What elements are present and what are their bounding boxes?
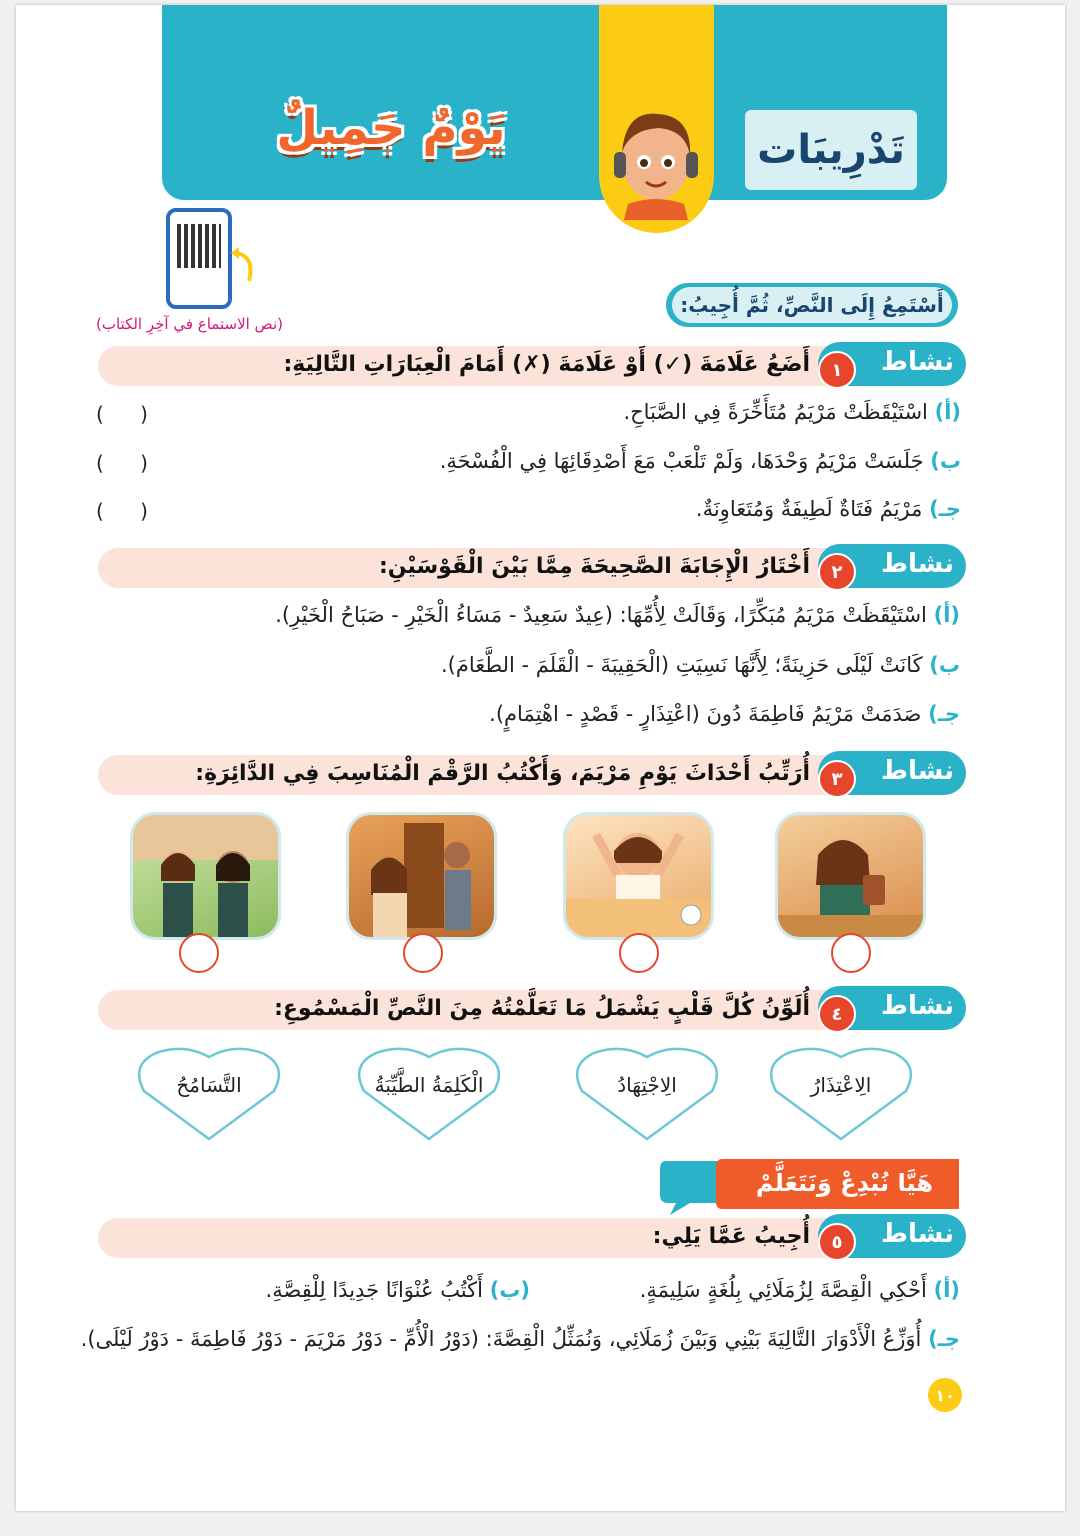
item-mark: ب bbox=[939, 449, 961, 473]
activity-1-item-b: ب) جَلَسَتْ مَرْيَمُ وَحْدَهَا، وَلَمْ تَلْعَبْ مَعَ أَصْدِقَائِهَا فِي الْفُسْحَةِ. bbox=[439, 449, 961, 473]
section-title: هَيَّا نُبْدِعْ وَنَتَعَلَّمْ bbox=[755, 1169, 933, 1197]
order-circle[interactable] bbox=[403, 933, 443, 973]
phone-qr-icon bbox=[166, 208, 232, 309]
event-picture-school-friends bbox=[133, 815, 278, 937]
heart-option[interactable] bbox=[572, 1045, 722, 1143]
create-learn-section bbox=[716, 1159, 959, 1209]
order-circle[interactable] bbox=[831, 933, 871, 973]
item-text: أَكْتُبُ عُنْوَانًا جَدِيدًا لِلْقِصَّةِ. bbox=[265, 1278, 483, 1302]
heart-option[interactable] bbox=[354, 1045, 504, 1143]
activity-5-item-a: (أ) أَحْكِي الْقِصَّةَ لِزُمَلَائِي بِلُغَةٍ سَلِيمَةٍ. bbox=[639, 1278, 960, 1302]
activity-label: نشاط bbox=[881, 549, 954, 579]
curved-arrow-icon bbox=[231, 245, 259, 285]
activity-number: ٤ bbox=[818, 995, 856, 1033]
heart-option[interactable] bbox=[134, 1045, 284, 1143]
activity-5-item-b: (ب) أَكْتُبُ عُنْوَانًا جَدِيدًا لِلْقِصَّةِ. bbox=[265, 1278, 530, 1302]
listening-text-note: (نص الاستماع في آخِرِ الكتاب) bbox=[96, 315, 283, 333]
item-mark: جـ bbox=[938, 497, 961, 521]
answer-box[interactable]: ( ) bbox=[96, 499, 148, 523]
lesson-title: يَوْمٌ جَمِيلٌ bbox=[276, 100, 506, 156]
activity-2-item-a: (أ) اسْتَيْقَظَتْ مَرْيَمُ مُبَكِّرًا، وَقَالَتْ لِأُمِّهَا: (عِيدٌ سَعِيدٌ - مَسَاءُ الْخَيْرِ - صَبَاحُ الْخَيْرِ). bbox=[275, 603, 960, 627]
activity-1-header bbox=[98, 346, 960, 386]
answer-box[interactable]: ( ) bbox=[96, 402, 148, 426]
activity-3-header bbox=[98, 755, 960, 795]
activity-2-title: أَخْتَارُ الْإِجَابَةَ الصَّحِيحَةَ مِمَّا بَيْنَ الْقَوْسَيْنِ: bbox=[378, 554, 810, 579]
activity-1-item-c: جـ) مَرْيَمُ فَتَاةٌ لَطِيفَةٌ وَمُتَعَاوِنَةٌ. bbox=[695, 497, 961, 521]
exercises-title: تَدْرِيبَات bbox=[745, 110, 917, 190]
event-picture-waking-up bbox=[566, 815, 711, 937]
heart-label: الْكَلِمَةُ الطَّيِّبَةُ bbox=[374, 1073, 484, 1097]
item-mark: ب bbox=[938, 653, 960, 677]
activity-label: نشاط bbox=[881, 1219, 954, 1249]
item-text: كَانَتْ لَيْلَى حَزِينَةً؛ لِأَنَّهَا نَسِيَتِ (الْحَقِيبَةَ - الْقَلَمَ - الطَّعَامَ). bbox=[441, 653, 923, 677]
item-text: أَحْكِي الْقِصَّةَ لِزُمَلَائِي بِلُغَةٍ سَلِيمَةٍ. bbox=[639, 1278, 927, 1302]
activity-5-title: أُجِيبُ عَمَّا يَلِي: bbox=[652, 1224, 810, 1249]
item-text: اسْتَيْقَظَتْ مَرْيَمُ مُتَأَخِّرَةً فِي الصَّبَاحِ. bbox=[623, 400, 928, 424]
activity-2-header bbox=[98, 548, 960, 588]
boy-mascot-image bbox=[606, 100, 706, 220]
activity-label: نشاط bbox=[881, 756, 954, 786]
item-mark: أ bbox=[944, 400, 952, 424]
page-number: ١٠ bbox=[928, 1378, 962, 1412]
activity-2-item-b: ب) كَانَتْ لَيْلَى حَزِينَةً؛ لِأَنَّهَا نَسِيَتِ (الْحَقِيبَةَ - الْقَلَمَ - الطَّعَامَ). bbox=[441, 653, 960, 677]
activity-number: ٢ bbox=[818, 553, 856, 591]
instruction-pill bbox=[666, 283, 958, 327]
item-mark: ب bbox=[499, 1278, 521, 1302]
activity-5-header bbox=[98, 1218, 960, 1258]
order-circle[interactable] bbox=[179, 933, 219, 973]
order-circle[interactable] bbox=[619, 933, 659, 973]
heart-option[interactable] bbox=[766, 1045, 916, 1143]
item-text: اسْتَيْقَظَتْ مَرْيَمُ مُبَكِّرًا، وَقَالَتْ لِأُمِّهَا: (عِيدٌ سَعِيدٌ - مَسَاءُ الْخَيْرِ - صَبَاحُ الْخَيْرِ). bbox=[275, 603, 927, 627]
activity-number: ٣ bbox=[818, 760, 856, 798]
answer-box[interactable]: ( ) bbox=[96, 451, 148, 475]
activity-1-title: أَضَعُ عَلَامَةَ (✓) أَوْ عَلَامَةَ (✗) أَمَامَ الْعِبَارَاتِ التَّالِيَةِ: bbox=[283, 352, 810, 377]
item-text: جَلَسَتْ مَرْيَمُ وَحْدَهَا، وَلَمْ تَلْعَبْ مَعَ أَصْدِقَائِهَا فِي الْفُسْحَةِ. bbox=[439, 449, 924, 473]
qr-code-icon bbox=[177, 224, 221, 268]
activity-4-title: أُلَوِّنُ كُلَّ قَلْبٍ يَشْمَلُ مَا تَعَلَّمْتُهُ مِنَ النَّصِّ الْمَسْمُوعِ: bbox=[274, 996, 810, 1021]
activity-2-item-c: جـ) صَدَمَتْ مَرْيَمُ فَاطِمَةَ دُونَ (اعْتِذَارٍ - قَصْدٍ - اهْتِمَامٍ). bbox=[489, 702, 960, 726]
activity-label: نشاط bbox=[881, 991, 954, 1021]
item-mark: أ bbox=[943, 603, 951, 627]
heart-label: التَّسَامُحُ bbox=[176, 1073, 242, 1097]
activity-number: ٥ bbox=[818, 1223, 856, 1261]
event-picture-eating bbox=[778, 815, 923, 937]
item-mark: جـ bbox=[937, 702, 960, 726]
heart-label: الِاجْتِهَادُ bbox=[617, 1073, 677, 1097]
item-text: أُوَزِّعُ الْأَدْوَارَ التَّالِيَةَ بَيْنِي وَبَيْنَ زُمَلَائِي، وَنُمَثِّلُ الْقِصَّةَ: (دَوْرُ الْأُمِّ - دَوْرُ مَرْيَمَ - دَوْرُ فَاطِمَةَ - دَوْرُ لَيْلَى). bbox=[80, 1327, 922, 1351]
item-text: مَرْيَمُ فَتَاةٌ لَطِيفَةٌ وَمُتَعَاوِنَةٌ. bbox=[695, 497, 923, 521]
instruction-text: أَسْتَمِعُ إِلَى النَّصِّ، ثُمَّ أُجِيبُ: bbox=[672, 287, 952, 323]
item-text: صَدَمَتْ مَرْيَمُ فَاطِمَةَ دُونَ (اعْتِذَارٍ - قَصْدٍ - اهْتِمَامٍ). bbox=[489, 702, 922, 726]
event-picture-leaving-home bbox=[349, 815, 494, 937]
activity-3-title: أُرَتِّبُ أَحْدَاثَ يَوْمِ مَرْيَمَ، وَأَكْتُبُ الرَّقْمَ الْمُنَاسِبَ فِي الدَّائِرَةِ: bbox=[195, 761, 810, 786]
activity-1-item-a: (أ) اسْتَيْقَظَتْ مَرْيَمُ مُتَأَخِّرَةً فِي الصَّبَاحِ. bbox=[623, 400, 961, 424]
item-mark: جـ bbox=[937, 1327, 960, 1351]
heart-label: الِاعْتِذَارُ bbox=[810, 1073, 872, 1097]
activity-label: نشاط bbox=[881, 347, 954, 377]
item-mark: أ bbox=[943, 1278, 951, 1302]
activity-5-item-c: جـ) أُوَزِّعُ الْأَدْوَارَ التَّالِيَةَ بَيْنِي وَبَيْنَ زُمَلَائِي، وَنُمَثِّلُ الْقِصَّةَ: (دَوْرُ الْأُمِّ - دَوْرُ مَرْيَمَ - دَوْرُ فَاطِمَةَ - دَوْرُ لَيْلَى). bbox=[80, 1327, 960, 1351]
workbook-page bbox=[16, 5, 1065, 1511]
activity-number: ١ bbox=[818, 351, 856, 389]
activity-4-header bbox=[98, 990, 960, 1030]
